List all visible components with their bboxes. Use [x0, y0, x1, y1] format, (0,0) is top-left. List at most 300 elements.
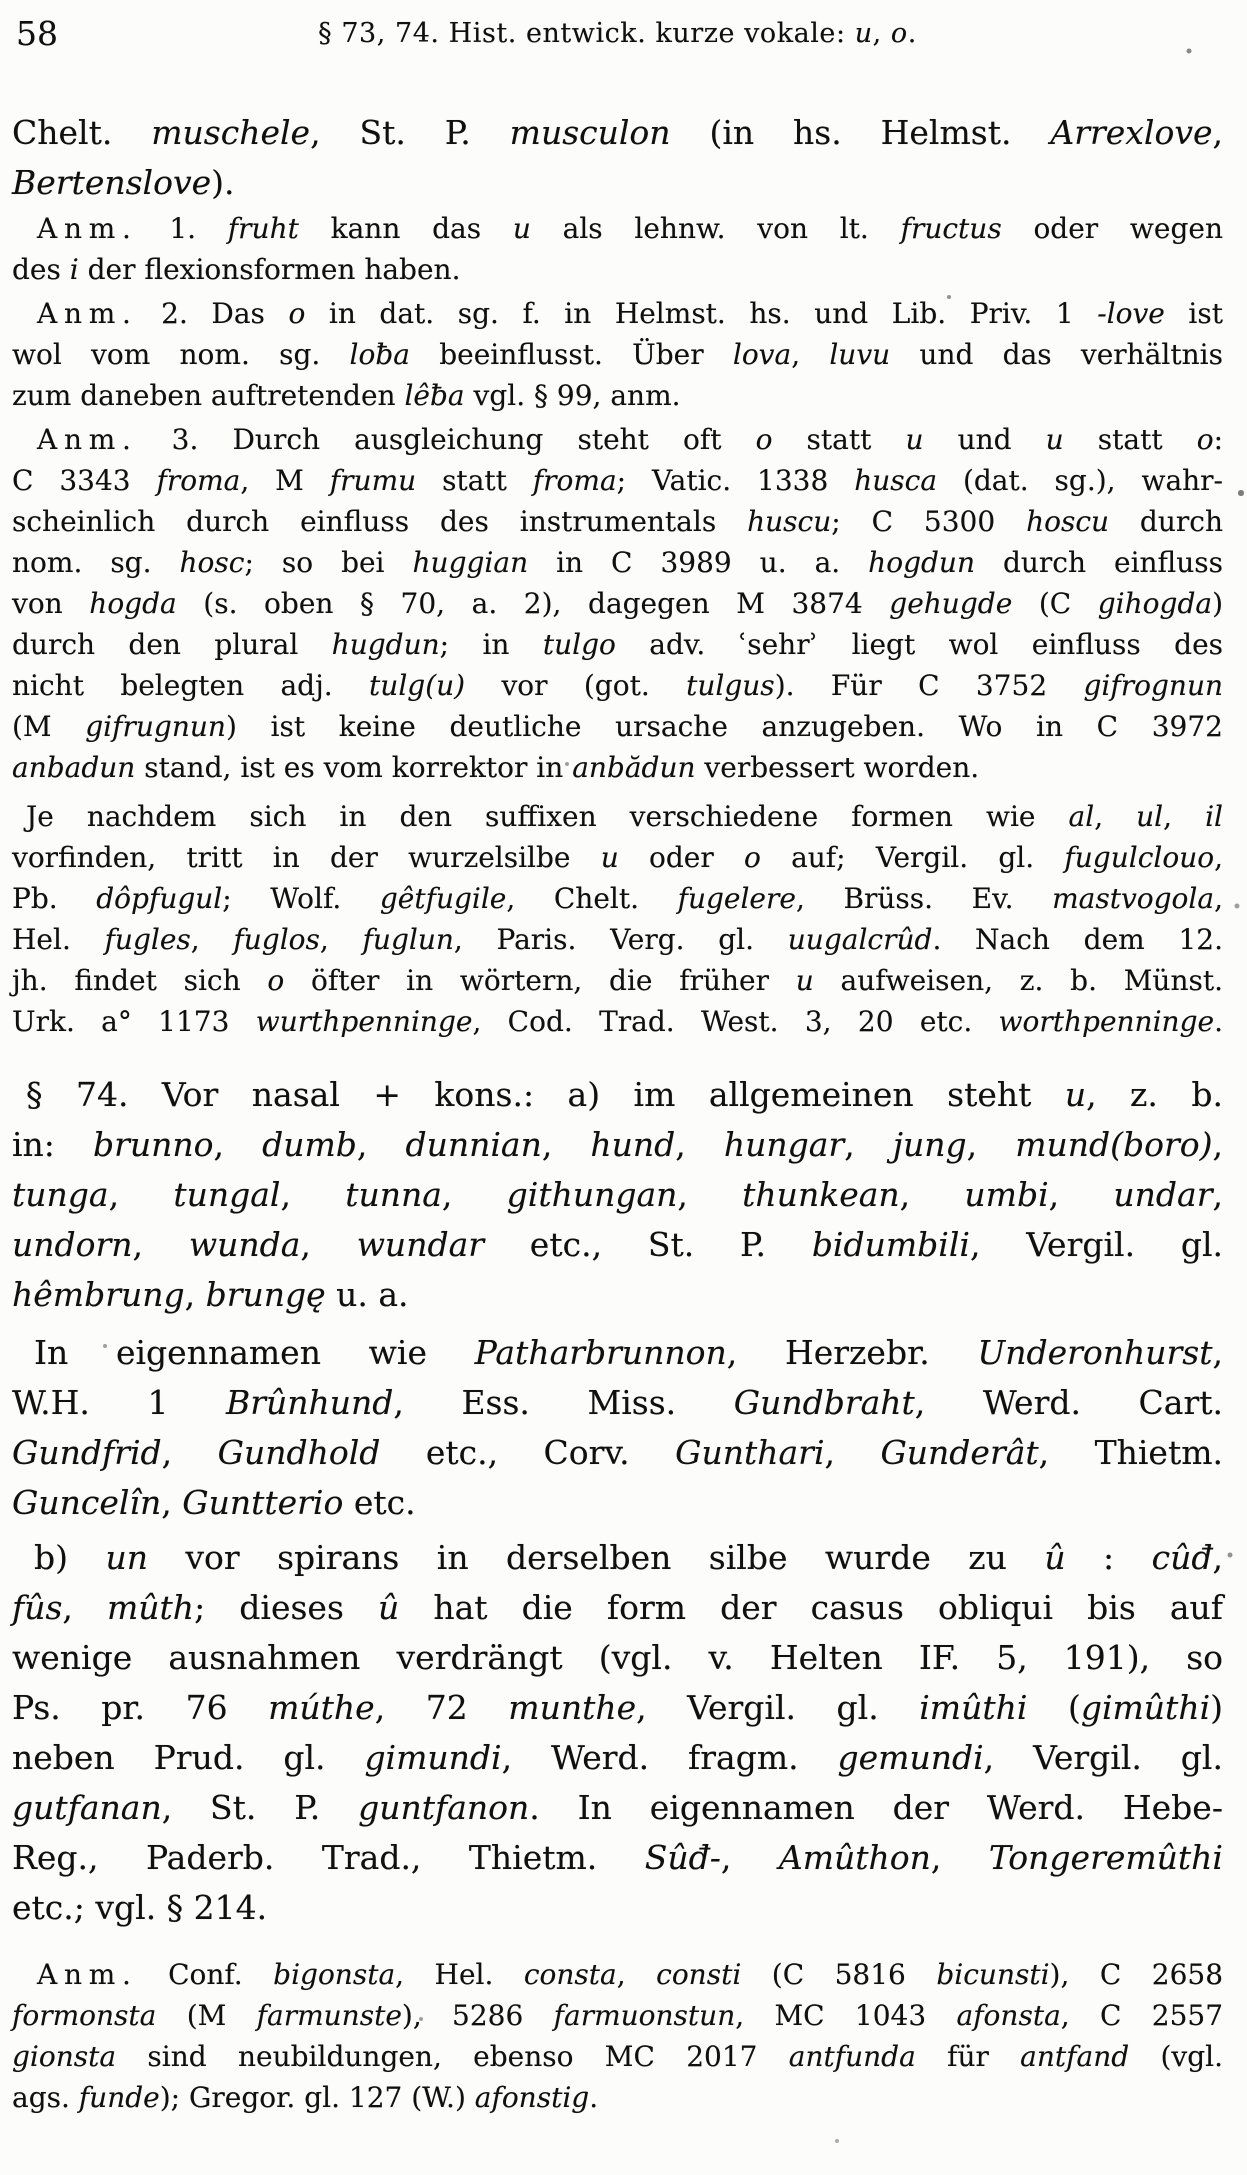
text-run: , Vergil. gl. — [636, 1688, 920, 1727]
italic-text-run: u — [854, 18, 873, 49]
text-run: : — [1213, 423, 1223, 456]
italic-text-run: Gunthari — [675, 1433, 825, 1472]
italic-text-run: Guntterio — [182, 1483, 344, 1522]
text-run: wenige ausnahmen verdrängt (vgl. v. Helten IF. 5, 191), so — [12, 1638, 1223, 1677]
text-run: (dat. sg.), wahr- — [937, 464, 1224, 497]
text-run: kann das — [298, 212, 513, 245]
text-run: und — [923, 423, 1046, 456]
italic-text-run: -love — [1097, 297, 1165, 330]
italic-text-run: consta — [523, 1958, 617, 1991]
text-run: statt — [1063, 423, 1197, 456]
italic-text-run: u — [1045, 423, 1064, 456]
text-run: ), 5286 — [401, 1999, 554, 2032]
anm-final — [12, 1954, 1223, 2118]
text-run: wol vom nom. sg. — [12, 338, 350, 371]
italic-text-run: Patharbrunnon — [474, 1333, 727, 1372]
text-run: W.H. 1 — [12, 1383, 226, 1422]
text-run: § 73, 74. Hist. entwick. kurze vokale: — [318, 18, 855, 49]
text-run: ), C 2658 — [1049, 1958, 1224, 1991]
italic-text-run: u — [905, 423, 924, 456]
italic-text-run: gutfanan — [12, 1788, 162, 1827]
italic-text-run: gihogda — [1097, 587, 1213, 620]
italic-text-run: u — [795, 964, 814, 997]
text-line — [12, 665, 1223, 706]
text-run: , — [824, 1433, 881, 1472]
italic-text-run: musculon — [509, 113, 671, 152]
text-run: oder — [618, 841, 744, 874]
italic-text-run: froma — [156, 464, 241, 497]
text-run: , — [1048, 1175, 1114, 1214]
text-run: , — [1094, 800, 1137, 833]
italic-text-run: Bertenslove — [12, 163, 212, 202]
text-run: ) — [1212, 587, 1223, 620]
italic-text-run: gemundi — [837, 1738, 984, 1777]
italic-text-run: undar — [1113, 1175, 1213, 1214]
text-line — [12, 960, 1223, 1001]
text-line — [12, 1783, 1223, 1833]
text-run: Je nachdem sich in den suffixen verschiedene formen wie — [26, 800, 1069, 833]
text-run: Pb. — [12, 882, 97, 915]
italic-text-run: hogda — [89, 587, 177, 620]
text-run: , Werd. Cart. — [914, 1383, 1223, 1422]
italic-text-run: Arrexlove — [1050, 113, 1213, 152]
text-run: ). — [211, 163, 235, 202]
text-line — [12, 2036, 1223, 2077]
text-run: hat die form der casus obliqui bis auf — [399, 1588, 1223, 1627]
text-line — [12, 1633, 1223, 1683]
text-run: , — [280, 1175, 346, 1214]
text-run: etc., St. P. — [484, 1225, 812, 1264]
italic-text-run: lova — [732, 338, 792, 371]
scan-specks — [0, 0, 2, 2]
text-run: Anm. — [37, 297, 138, 330]
text-run: etc., Corv. — [380, 1433, 676, 1472]
italic-text-run: afonsta — [956, 1999, 1061, 2032]
text-line — [12, 1378, 1223, 1428]
text-line — [12, 1733, 1223, 1783]
italic-text-run: tulgo — [542, 628, 616, 661]
italic-text-run: o — [890, 18, 908, 49]
italic-text-run: u — [600, 841, 619, 874]
italic-text-run: o — [288, 297, 306, 330]
text-run: verbessert worden. — [695, 751, 980, 784]
text-run: ) — [1210, 1688, 1223, 1727]
text-line — [12, 624, 1223, 665]
text-run: durch — [1109, 505, 1223, 538]
text-run: aufweisen, z. b. Münst. — [813, 964, 1224, 997]
text-run: ( — [1027, 1688, 1081, 1727]
text-run: des — [12, 253, 70, 286]
text-run: für — [915, 2040, 1021, 2073]
text-run: , St. P. — [310, 113, 510, 152]
italic-text-run: fructus — [900, 212, 1002, 245]
italic-text-run: gimûthi — [1080, 1688, 1211, 1727]
text-line — [12, 501, 1223, 542]
italic-text-run: tungal — [173, 1175, 281, 1214]
text-run: , — [356, 1125, 406, 1164]
text-run: oder wegen — [1001, 212, 1223, 245]
italic-text-run: antfand — [1020, 2040, 1130, 2073]
text-run: , — [1212, 1538, 1223, 1577]
text-run: , — [1212, 1333, 1223, 1372]
text-run: , — [541, 1125, 591, 1164]
text-line — [12, 1533, 1223, 1583]
italic-text-run: gêtfugile — [379, 882, 507, 915]
text-run: , Thietm. — [1038, 1433, 1223, 1472]
text-run: scheinlich durch einfluss des instrumentals — [12, 505, 748, 538]
text-line — [12, 919, 1223, 960]
suffix-variation — [12, 796, 1223, 1042]
anm-3 — [12, 419, 1223, 788]
text-run: Conf. — [137, 1958, 274, 1991]
italic-text-run: huggian — [412, 546, 529, 579]
italic-text-run: munthe — [508, 1688, 637, 1727]
text-run: , — [300, 1225, 357, 1264]
anm-2 — [12, 293, 1223, 416]
text-run: , — [675, 1125, 724, 1164]
italic-text-run: gehugde — [889, 587, 1013, 620]
text-run: , Vergil. gl. — [969, 1225, 1224, 1264]
text-run: , Werd. fragm. — [501, 1738, 838, 1777]
text-run: vor (got. — [465, 669, 687, 702]
text-run: durch einfluss — [974, 546, 1223, 579]
text-run: Urk. a° 1173 — [12, 1005, 256, 1038]
text-line — [12, 1833, 1223, 1883]
text-run: , — [1214, 841, 1223, 874]
text-run: beeinflusst. Über — [409, 338, 733, 371]
text-run: , — [190, 923, 234, 956]
text-run: , MC 1043 — [735, 1999, 957, 2032]
text-run: Anm. — [37, 1958, 138, 1991]
text-run: in C 3989 u. a. — [528, 546, 869, 579]
italic-text-run: o — [1196, 423, 1214, 456]
text-run: ist — [1164, 297, 1223, 330]
text-run: ) ist keine deutliche ursache anzugeben. Wo in C 3972 — [225, 710, 1223, 743]
text-run: , — [844, 1125, 893, 1164]
text-line — [12, 1954, 1223, 1995]
text-line — [12, 1328, 1223, 1378]
italic-text-run: undorn — [12, 1225, 133, 1264]
text-run: , Hel. — [395, 1958, 524, 1991]
text-run: Reg., Paderb. Trad., Thietm. — [12, 1838, 645, 1877]
text-run: ). Für C 3752 — [774, 669, 1084, 702]
text-run: zum daneben auftretenden — [12, 379, 405, 412]
text-run: , — [1214, 882, 1223, 915]
italic-text-run: githungan — [506, 1175, 678, 1214]
italic-text-run: brungę — [205, 1275, 326, 1314]
text-run: , Brüss. Ev. — [795, 882, 1053, 915]
text-run: , Ess. Miss. — [393, 1383, 734, 1422]
text-run: , — [791, 338, 830, 371]
text-run: , Chelt. — [506, 882, 678, 915]
text-line — [12, 1120, 1223, 1170]
text-run: ; C 5300 — [831, 505, 1027, 538]
italic-text-run: Gundfrid — [12, 1433, 162, 1472]
text-run: 3. Durch ausgleichung steht oft — [137, 423, 756, 456]
text-run: , St. P. — [161, 1788, 359, 1827]
italic-text-run: wunda — [188, 1225, 301, 1264]
italic-text-run: mastvogola — [1052, 882, 1215, 915]
text-line — [12, 1883, 1223, 1933]
text-run: C 3343 — [12, 464, 157, 497]
italic-text-run: un — [105, 1538, 148, 1577]
italic-text-run: û — [377, 1588, 400, 1627]
text-line — [12, 1170, 1223, 1220]
text-run: Chelt. — [12, 113, 152, 152]
text-run: , Paris. Verg. gl. — [453, 923, 788, 956]
text-line — [12, 460, 1223, 501]
text-run: , — [319, 923, 363, 956]
text-run: von — [12, 587, 90, 620]
italic-text-run: hêmbrung — [12, 1275, 185, 1314]
italic-text-run: hosc — [179, 546, 245, 579]
italic-text-run: anbădun — [572, 751, 696, 784]
text-run: (M — [156, 1999, 257, 2032]
italic-text-run: froma — [532, 464, 617, 497]
text-run: adv. ʿsehrʾ liegt wol einfluss des — [615, 628, 1224, 661]
anm-1 — [12, 208, 1223, 290]
italic-text-run: gifrugnun — [85, 710, 226, 743]
text-run: , — [966, 1125, 1016, 1164]
italic-text-run: fugelere — [677, 882, 796, 915]
italic-text-run: wurthpenninge — [255, 1005, 473, 1038]
italic-text-run: luvu — [829, 338, 891, 371]
italic-text-run: hund — [590, 1125, 676, 1164]
italic-text-run: u — [1064, 1075, 1087, 1114]
text-line — [12, 158, 1223, 208]
text-run: statt — [772, 423, 906, 456]
italic-text-run: fuglun — [362, 923, 454, 956]
italic-text-run: Guncelîn — [12, 1483, 162, 1522]
text-line — [12, 542, 1223, 583]
italic-text-run: anbadun — [12, 751, 136, 784]
text-run: etc. — [343, 1483, 416, 1522]
page-body — [12, 56, 1223, 2118]
text-run: , — [1212, 1175, 1223, 1214]
text-run: , Herzebr. — [726, 1333, 978, 1372]
text-line — [12, 208, 1223, 249]
italic-text-run: consti — [656, 1958, 742, 1991]
italic-text-run: worthpenninge — [998, 1005, 1215, 1038]
text-run: , — [213, 1125, 263, 1164]
text-line — [12, 334, 1223, 375]
section-74 — [12, 1070, 1223, 1320]
text-run: ); Gregor. gl. 127 (W.) — [159, 2081, 475, 2114]
italic-text-run: fugulclouo — [1064, 841, 1215, 874]
italic-text-run: thunkean — [742, 1175, 900, 1214]
italic-text-run: cûđ — [1151, 1538, 1213, 1577]
italic-text-run: tunna — [345, 1175, 442, 1214]
text-run: 2. Das — [137, 297, 289, 330]
italic-text-run: hungar — [723, 1125, 845, 1164]
text-run: statt — [416, 464, 533, 497]
text-run: , — [1212, 1125, 1223, 1164]
text-run: ; in — [439, 628, 543, 661]
text-run: durch den plural — [12, 628, 332, 661]
italic-text-run: tunga — [12, 1175, 109, 1214]
text-run: , — [872, 18, 891, 49]
text-run: , M — [240, 464, 330, 497]
text-run: , — [1212, 113, 1223, 152]
text-run: , — [62, 1588, 107, 1627]
italic-text-run: Brûnhund — [226, 1383, 394, 1422]
italic-text-run: fuglos — [233, 923, 320, 956]
text-run: vgl. § 99, anm. — [464, 379, 681, 412]
text-line — [12, 419, 1223, 460]
text-run: . In eigennamen der Werd. Hebe- — [529, 1788, 1223, 1827]
text-run: , — [616, 1958, 657, 1991]
italic-text-run: mund(boro) — [1015, 1125, 1213, 1164]
text-run: , — [161, 1483, 183, 1522]
text-run: , Cod. Trad. West. 3, 20 etc. — [472, 1005, 999, 1038]
italic-text-run: tulg(u) — [369, 669, 466, 702]
text-run: , — [161, 1433, 218, 1472]
text-run: , C 2557 — [1060, 1999, 1224, 2032]
text-run: (s. oben § 70, a. 2), dagegen M 3874 — [176, 587, 890, 620]
text-run: neben Prud. gl. — [12, 1738, 365, 1777]
text-run: ; Vatic. 1338 — [616, 464, 855, 497]
text-line — [12, 706, 1223, 747]
text-run: auf; Vergil. gl. — [760, 841, 1065, 874]
text-line — [12, 2077, 1223, 2118]
page-number: 58 — [16, 14, 58, 53]
text-run: , — [184, 1275, 206, 1314]
text-run: , — [441, 1175, 507, 1214]
text-line — [12, 583, 1223, 624]
italic-text-run: dunnian — [405, 1125, 542, 1164]
italic-text-run: gionsta — [12, 2040, 117, 2073]
italic-text-run: o — [755, 423, 773, 456]
text-run: Hel. — [12, 923, 105, 956]
italic-text-run: il — [1205, 800, 1223, 833]
italic-text-run: bidumbili — [811, 1225, 970, 1264]
italic-text-run: gifrognun — [1083, 669, 1224, 702]
text-run: , — [677, 1175, 743, 1214]
italic-text-run: fugles — [104, 923, 191, 956]
text-run: Ps. pr. 76 — [12, 1688, 269, 1727]
text-line — [12, 108, 1223, 158]
italic-text-run: bicunsti — [936, 1958, 1050, 1991]
text-run: als lehnw. von lt. — [530, 212, 901, 245]
italic-text-run: o — [743, 841, 761, 874]
italic-text-run: múthe — [268, 1688, 375, 1727]
italic-text-run: muschele — [151, 113, 311, 152]
text-run: § 74. Vor nasal + kons.: a) im allgemeinen steht — [26, 1075, 1065, 1114]
text-run: Anm. — [37, 423, 138, 456]
text-line — [12, 1478, 1223, 1528]
italic-text-run: hugdun — [331, 628, 440, 661]
text-run: , z. b. — [1086, 1075, 1223, 1114]
italic-text-run: fruht — [227, 212, 299, 245]
italic-text-run: afonstig — [474, 2081, 590, 2114]
italic-text-run: lêƀa — [404, 379, 465, 412]
text-run: stand, ist es vom korrektor in — [135, 751, 573, 784]
italic-text-run: o — [267, 964, 285, 997]
text-run: und das verhältnis — [890, 338, 1223, 371]
italic-text-run: guntfanon — [358, 1788, 530, 1827]
text-run: , — [720, 1838, 779, 1877]
italic-text-run: tulgus — [686, 669, 775, 702]
text-line — [12, 1001, 1223, 1042]
text-run: (in hs. Helmst. — [670, 113, 1051, 152]
text-run: vorfinden, tritt in der wurzelsilbe — [12, 841, 601, 874]
running-title — [12, 12, 1223, 56]
text-run: , Vergil. gl. — [983, 1738, 1223, 1777]
page-header — [12, 12, 1223, 56]
italic-text-run: farmuonstun — [553, 1999, 736, 2032]
italic-text-run: umbi — [964, 1175, 1049, 1214]
italic-text-run: hogdun — [868, 546, 975, 579]
italic-text-run: fûs — [12, 1588, 63, 1627]
text-line — [12, 1583, 1223, 1633]
text-run: : — [1065, 1538, 1152, 1577]
text-line — [12, 1220, 1223, 1270]
text-run: , — [930, 1838, 989, 1877]
text-run: , — [899, 1175, 965, 1214]
italic-text-run: formonsta — [12, 1999, 157, 2032]
italic-text-run: i — [69, 253, 79, 286]
italic-text-run: jung — [892, 1125, 967, 1164]
italic-text-run: brunno — [93, 1125, 214, 1164]
text-run: öfter in wörtern, die früher — [284, 964, 796, 997]
text-line — [12, 293, 1223, 334]
italic-text-run: Tongeremûthi — [988, 1838, 1223, 1877]
text-run: in: — [12, 1125, 93, 1164]
text-run: sind neubildungen, ebenso MC 2017 — [116, 2040, 789, 2073]
text-run: , — [1163, 800, 1206, 833]
italic-text-run: imûthi — [919, 1688, 1028, 1727]
text-run: ; so bei — [244, 546, 413, 579]
italic-text-run: dôpfugul — [96, 882, 223, 915]
text-run: (C 5816 — [741, 1958, 937, 1991]
text-run: nom. sg. — [12, 546, 180, 579]
text-run: . — [907, 18, 917, 49]
italic-text-run: dumb — [262, 1125, 357, 1164]
text-run: jh. findet sich — [12, 964, 268, 997]
italic-text-run: Gundbraht — [733, 1383, 915, 1422]
text-run: b) — [34, 1538, 106, 1577]
italic-text-run: al — [1068, 800, 1095, 833]
text-run: , — [132, 1225, 189, 1264]
italic-text-run: huscu — [747, 505, 832, 538]
text-line — [12, 747, 1223, 788]
text-run: etc.; vgl. § 214. — [12, 1888, 268, 1927]
text-run: u. a. — [325, 1275, 409, 1314]
italic-text-run: Sûđ- — [644, 1838, 721, 1877]
text-run: in dat. sg. f. in Helmst. hs. und Lib. Priv. 1 — [305, 297, 1098, 330]
section-74b — [12, 1533, 1223, 1933]
italic-text-run: û — [1044, 1538, 1066, 1577]
italic-text-run: hoscu — [1026, 505, 1110, 538]
italic-text-run: frumu — [329, 464, 417, 497]
text-run: nicht belegten adj. — [12, 669, 370, 702]
text-run: (C — [1012, 587, 1098, 620]
text-run: (vgl. — [1129, 2040, 1223, 2073]
text-line — [12, 796, 1223, 837]
text-run: ; dieses — [194, 1588, 378, 1627]
italic-text-run: funde — [78, 2081, 160, 2114]
text-run: . — [1214, 1005, 1223, 1038]
italic-text-run: husca — [854, 464, 938, 497]
text-run: ags. — [12, 2081, 79, 2114]
italic-text-run: bigonsta — [273, 1958, 396, 1991]
text-line — [12, 375, 1223, 416]
text-run: In eigennamen wie — [34, 1333, 475, 1372]
text-run: 1. — [137, 212, 228, 245]
text-line — [12, 1270, 1223, 1320]
italic-text-run: farmunste — [256, 1999, 402, 2032]
text-line — [12, 1428, 1223, 1478]
